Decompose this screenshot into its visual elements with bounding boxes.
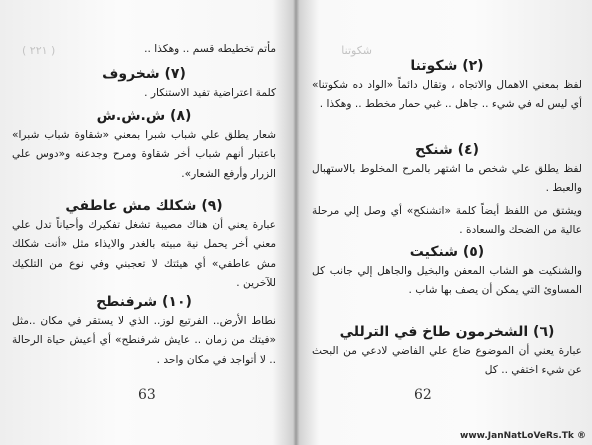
ghost-header: ( ٢٢١ ) — [22, 44, 56, 57]
watermark-text: www.JanNatLoVeRs.Tk ® — [460, 431, 586, 441]
page-number: 62 — [414, 387, 432, 403]
page-number: 63 — [138, 387, 156, 403]
entry-8 — [12, 106, 276, 184]
top-line-block — [12, 40, 276, 59]
entry-heading: (٦) الشخرمون طاخ في الترللي — [339, 324, 555, 340]
entry-heading: (٤) شنكح — [415, 142, 479, 158]
entry-text: لفظ يطلق علي شخص ما اشتهر بالمرح المخلوط بالاستهبال والعبط . — [312, 163, 582, 195]
entry-heading: (٢) شكوتنا — [410, 58, 484, 74]
entry-10 — [12, 292, 276, 370]
entry-heading: (٨) ش.ش.ش — [96, 108, 192, 124]
entry-9 — [12, 196, 276, 294]
entry-4-continued — [312, 202, 582, 241]
entry-heading: (٩) شكلك مش عاطفي — [65, 198, 223, 214]
entry-text: شعار يطلق علي شباب شبرا بمعني «شقاوة شباب شبرا» باعتبار أنهم شباب أخر شقاوة ومرح وجدعنه و«دوس علي الزرار وأرفع الشعار». — [12, 129, 276, 180]
entry-2 — [312, 56, 582, 115]
entry-7 — [12, 64, 276, 103]
entry-text: نطاط الأرض.. الفرتيع لوز.. الذي لا يستقر في مكان ..مثل «فيتك من زمان .. عايش شرفنطح» أي أعيش حياة الرحالة .. لا أتواجد في مكان واحد . — [12, 315, 276, 366]
entry-text: كلمة اعتراضية تفيد الاستنكار . — [144, 87, 276, 99]
entry-text: عبارة يعني أن الموضوع ضاع علي الفاضي لادعي من البحث عن شيء اختفي .. كل — [312, 345, 582, 377]
entry-text: ويشتق من اللفظ أيضاً كلمة «اتشنكح» أي وصل إلي مرحلة عالية من الضحك والسعادة . — [312, 205, 582, 237]
top-line: مأتم تخطيطه قسم .. وهكذا .. — [144, 43, 276, 55]
entry-6 — [312, 322, 582, 381]
entry-5 — [312, 242, 582, 301]
entry-heading: (٥) شنكيت — [409, 244, 485, 260]
entry-4 — [312, 140, 582, 199]
right-page — [296, 0, 592, 445]
entry-heading: (١٠) شرفنطح — [96, 294, 192, 310]
ghost-header: شكوتنا — [341, 44, 372, 57]
entry-text: عبارة يعني أن هناك مصيبة تشغل تفكيرك وأحياناً تدل علي معني أخر يحمل نية مبيته بالغدر والايذاء مثل «أنت شكلك مش عاطفي» أي هيئتك لا تعجبني وفي نوع من التلكيك للآخرين . — [12, 219, 276, 290]
entry-text: والشنكيت هو الشاب المعفن والبخيل والجاهل إلي جانب كل المساوئ التي يمكن أن يصف بها شاب . — [312, 265, 582, 297]
entry-heading: (٧) شخروف — [102, 66, 186, 82]
entry-text: لفظ بمعني الاهمال والاتجاه ، وتقال دائماً «الواد ده شكوتنا» أي ليس له في شيء .. جاهل .. غبي حمار مخطط .. وهكذا . — [312, 79, 582, 111]
